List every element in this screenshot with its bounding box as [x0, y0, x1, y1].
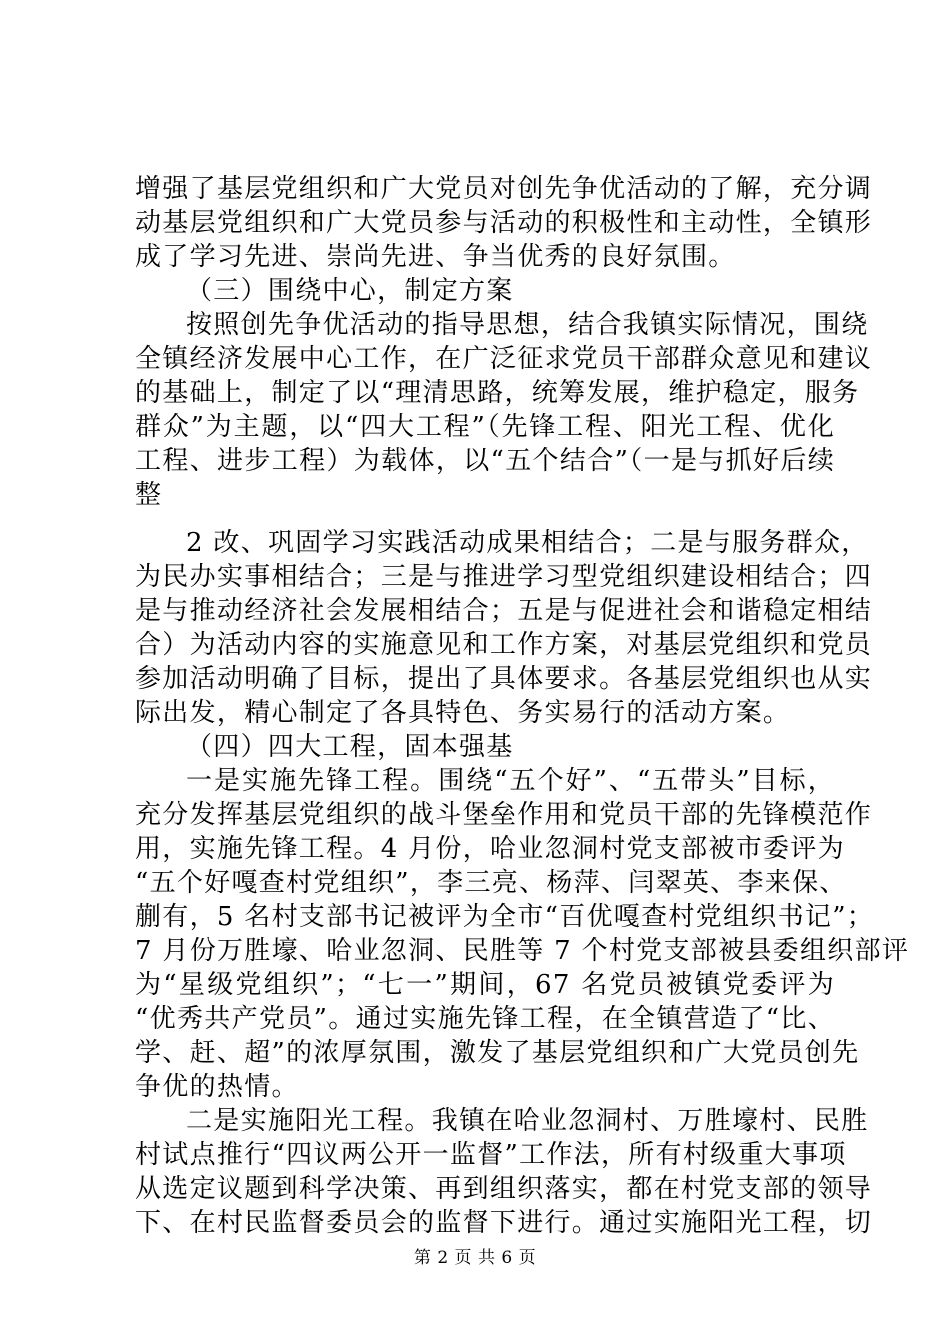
- body-text-line: 用，实施先锋工程。4 月份，哈业忽洞村党支部被市委评为: [135, 834, 845, 864]
- body-text-line: 为“星级党组织”；“七一”期间，67 名党员被镇党委评为: [135, 970, 835, 1000]
- body-text-line: “优秀共产党员”。通过实施先锋工程，在全镇营造了“比、: [135, 1004, 835, 1034]
- body-text-line: 二是实施阳光工程。我镇在哈业忽洞村、万胜壕村、民胜: [186, 1106, 869, 1136]
- body-text-line: 合）为活动内容的实施意见和工作方案，对基层党组织和党员: [135, 630, 873, 660]
- body-text-line: 群众”为主题，以“四大工程”（先锋工程、阳光工程、优化: [135, 412, 835, 442]
- body-text-line: 工程、进步工程）为载体，以“五个结合”（一是与抓好后续: [135, 446, 835, 476]
- section-heading: （三）围绕中心，制定方案: [186, 276, 514, 306]
- body-text-line: 整: [135, 480, 163, 510]
- body-text-line: “五个好嘎查村党组织”，李三亮、杨萍、闫翠英、李来保、: [135, 868, 847, 898]
- body-text-line: 下、在村民监督委员会的监督下进行。通过实施阳光工程，切: [135, 1208, 873, 1238]
- body-text-line: 村试点推行“四议两公开一监督”工作法，所有村级重大事项: [135, 1140, 847, 1170]
- body-text-line: 成了学习先进、崇尚先进、争当优秀的良好氛围。: [135, 242, 736, 272]
- body-text-line: 为民办实事相结合；三是与推进学习型党组织建设相结合；四: [135, 562, 873, 592]
- body-text-line: 是与推动经济社会发展相结合；五是与促进社会和谐稳定相结: [135, 596, 873, 626]
- section-heading: （四）四大工程，固本强基: [186, 732, 514, 762]
- body-text-line: 学、赶、超”的浓厚氛围，激发了基层党组织和广大党员创先: [135, 1038, 860, 1068]
- body-text-line: 参加活动明确了目标，提出了具体要求。各基层党组织也从实: [135, 664, 873, 694]
- body-text-line: 际出发，精心制定了各具特色、务实易行的活动方案。: [135, 698, 791, 728]
- body-text-line: 蒯有，5 名村支部书记被评为全市“百优嘎查村党组织书记”；: [135, 902, 875, 932]
- body-text-line: 一是实施先锋工程。围绕“五个好”、“五带头”目标，: [186, 766, 835, 796]
- body-text-line: 增强了基层党组织和广大党员对创先争优活动的了解，充分调: [135, 174, 873, 204]
- body-text-line: 2 改、巩固学习实践活动成果相结合；二是与服务群众，: [186, 528, 869, 558]
- body-text-line: 动基层党组织和广大党员参与活动的积极性和主动性，全镇形: [135, 208, 873, 238]
- body-text-line: 7 月份万胜壕、哈业忽洞、民胜等 7 个村党支部被县委组织部评: [135, 936, 910, 966]
- body-text-line: 充分发挥基层党组织的战斗堡垒作用和党员干部的先锋模范作: [135, 800, 873, 830]
- page-footer: 第 2 页 共 6 页: [413, 1248, 537, 1268]
- body-text-line: 的基础上，制定了以“理清思路，统筹发展，维护稳定，服务: [135, 378, 860, 408]
- body-text-line: 全镇经济发展中心工作，在广泛征求党员干部群众意见和建议: [135, 344, 873, 374]
- body-text-line: 争优的热情。: [135, 1072, 299, 1102]
- body-text-line: 从选定议题到科学决策、再到组织落实，都在村党支部的领导: [135, 1174, 873, 1204]
- body-text-line: 按照创先争优活动的指导思想，结合我镇实际情况，围绕: [186, 310, 869, 340]
